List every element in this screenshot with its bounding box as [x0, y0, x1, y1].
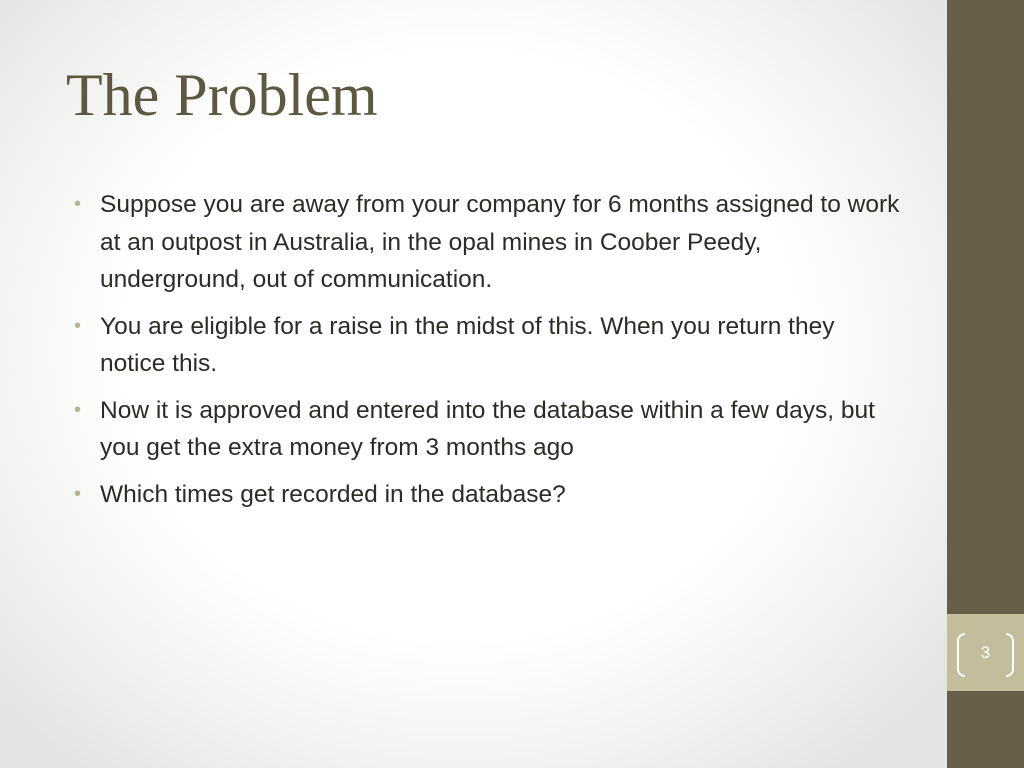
bullet-text: Which times get recorded in the database?	[100, 480, 566, 508]
bullet-text: You are eligible for a raise in the midst of this. When you return they notice this.	[100, 312, 835, 377]
bullet-list	[74, 186, 904, 522]
bullet-marker-icon: •	[74, 482, 82, 505]
bullet-marker-icon: •	[74, 193, 82, 215]
slide-title: The Problem	[66, 62, 378, 128]
page-number-badge	[947, 614, 1024, 691]
bullet-item	[74, 308, 904, 383]
bullet-text: Now it is approved and entered into the database within a few days, but you get the extra money from 3 months ago	[100, 396, 875, 461]
bullet-text: Suppose you are away from your company for 6 months assigned to work at an outpost in Australia, in the opal mines in Coober Peedy, underground, out of communication.	[100, 191, 900, 293]
bullet-item	[74, 186, 904, 299]
bullet-item	[74, 392, 904, 467]
page-number: 3	[980, 643, 991, 662]
bullet-marker-icon: •	[74, 314, 82, 337]
bullet-marker-icon: •	[74, 398, 82, 421]
bullet-item	[74, 476, 904, 514]
